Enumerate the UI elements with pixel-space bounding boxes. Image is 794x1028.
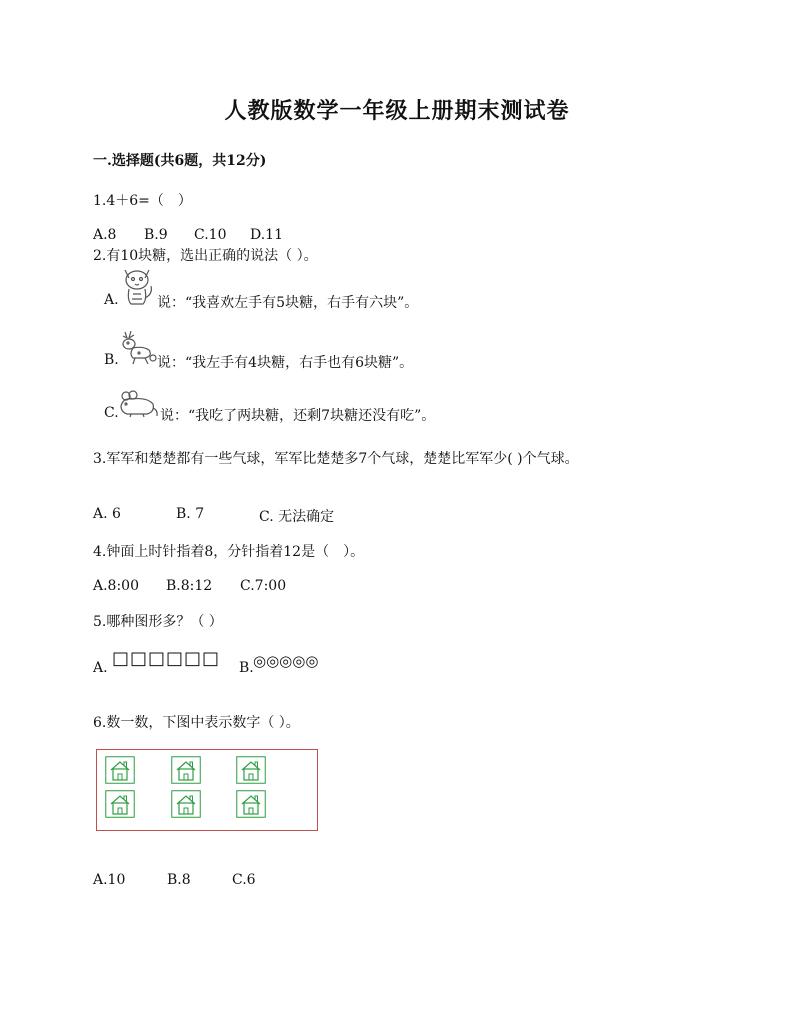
house-icon	[236, 790, 266, 818]
q5-option-a-label: A.	[93, 660, 108, 676]
q2-option-b-text: 说：“我左手有4块糖，右手也有6块糖”。	[157, 355, 414, 371]
q3-option-a: A. 6	[93, 506, 121, 522]
q3-option-c: C. 无法确定	[259, 509, 335, 525]
section-heading: 一.选择题(共6题，共12分)	[93, 153, 267, 169]
q6-option-b: B.8	[167, 872, 191, 888]
q1-option-b: B.9	[144, 227, 168, 243]
mouse-icon	[117, 390, 159, 418]
question-4: 4.钟面上时针指着8，分针指着12是（ ）。	[93, 544, 365, 560]
q5-option-a-squares: □□□□□□	[112, 648, 221, 669]
question-2: 2.有10块糖，选出正确的说法（ ）。	[93, 248, 318, 264]
house-icon	[171, 790, 201, 818]
q2-option-a-text: 说：“我喜欢左手有5块糖，右手有六块”。	[157, 295, 419, 311]
question-5: 5.哪种图形多？（ ）	[93, 614, 223, 630]
house-icon	[105, 756, 135, 784]
q1-option-d: D.11	[250, 227, 283, 243]
q6-option-a: A.10	[93, 872, 126, 888]
question-3: 3.军军和楚楚都有一些气球，军军比楚楚多7个气球，楚楚比军军少( )个气球。	[93, 451, 579, 467]
q1-option-c: C.10	[194, 227, 227, 243]
house-icon	[105, 790, 135, 818]
q4-option-b: B.8:12	[166, 578, 213, 594]
q2-option-c-text: 说：“我吃了两块糖，还剩7块糖还没有吃”。	[160, 408, 436, 424]
cat-icon	[117, 264, 157, 308]
q2-option-c-letter: C.	[104, 405, 119, 421]
q1-option-a: A.8	[93, 227, 117, 243]
q2-option-a-letter: A.	[104, 292, 119, 308]
question-1: 1.4＋6=（ ）	[93, 193, 192, 209]
house-icon	[236, 756, 266, 784]
deer-icon	[115, 328, 159, 368]
house-picture-frame	[96, 749, 318, 831]
page-title: 人教版数学一年级上册期末测试卷	[224, 98, 570, 124]
q5-option-b-label: B.	[239, 660, 254, 676]
q6-option-c: C.6	[232, 872, 256, 888]
q4-option-c: C.7:00	[240, 578, 287, 594]
q4-option-a: A.8:00	[93, 578, 139, 594]
q5-option-b-circles: ◎◎◎◎◎	[253, 652, 319, 670]
q3-option-b: B. 7	[176, 506, 205, 522]
house-icon	[171, 756, 201, 784]
q2-option-b-letter: B.	[104, 352, 119, 368]
question-6: 6.数一数，下图中表示数字（ ）。	[93, 715, 300, 731]
